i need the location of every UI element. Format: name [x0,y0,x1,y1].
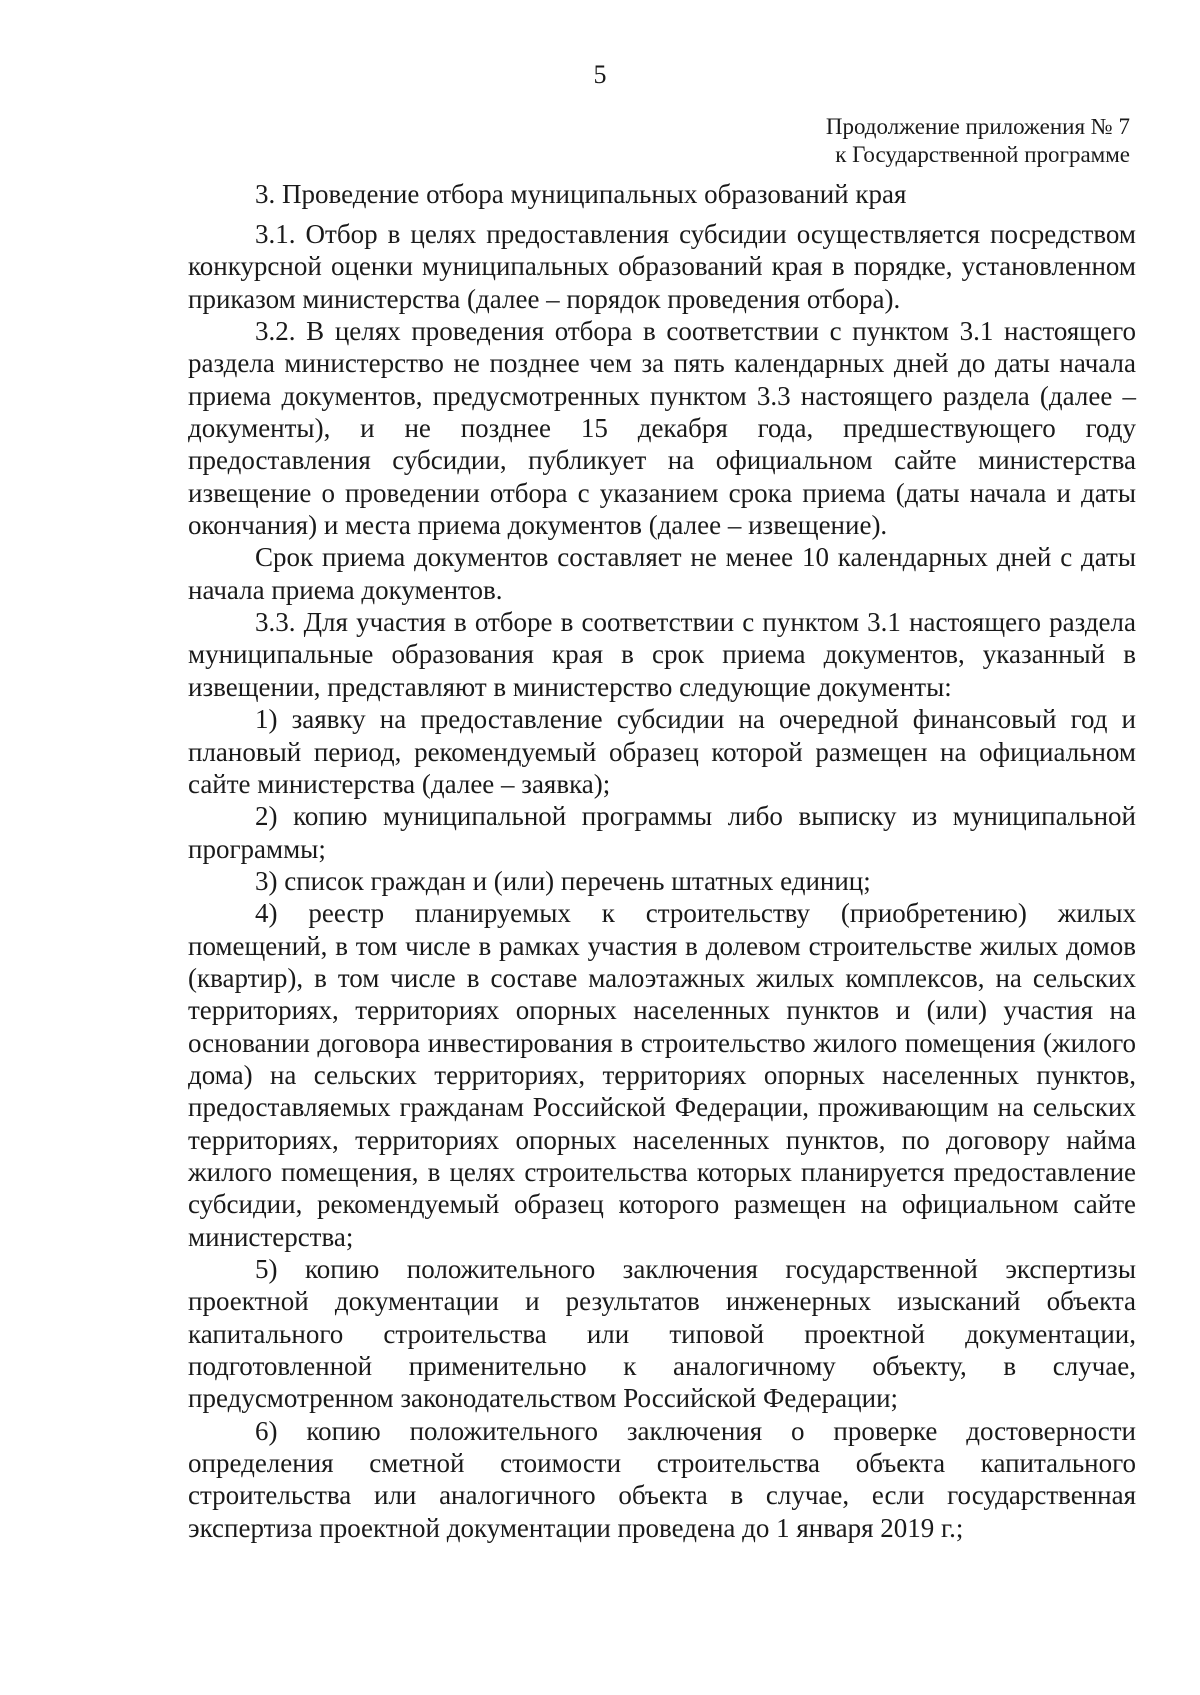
paragraph-3-2: 3.2. В целях проведения отбора в соответствии с пунктом 3.1 настоящего раздела министерство не позднее чем за пять календарных дней до даты начала приема документов, предусмотренных пунктом 3.3 настоящего раздела (далее – документы), и не позднее 15 декабря года, предшествующего году предоставления субсидии, публикует на официальном сайте министерства извещение о проведении отбора с указанием срока приема (даты начала и даты окончания) и места приема документов (далее – извещение). [188,316,1136,541]
paragraph-3-3: 3.3. Для участия в отборе в соответствии с пунктом 3.1 настоящего раздела муниципальные образования края в срок приема документов, указанный в извещении, представляют в министерство следующие документы: [188,607,1136,702]
list-item-5: 5) копию положительного заключения государственной экспертизы проектной документации и результатов инженерных изысканий объекта капитального строительства или типовой проектной документации, подготовленной применительно к аналогичному объекту, в случае, предусмотренном законодательством Российской Федерации; [188,1254,1136,1414]
list-item-2: 2) копию муниципальной программы либо выписку из муниципальной программы; [188,801,1136,864]
page-number: 5 [593,60,607,89]
list-item-3: 3) список граждан и (или) перечень штатных единиц; [255,865,871,896]
paragraph-deadline: Срок приема документов составляет не менее 10 календарных дней с даты начала приема документов. [188,542,1136,605]
appendix-line-1: Продолжение приложения № 7 [825,114,1130,139]
appendix-header [826,113,1130,169]
document-body [188,218,1136,1544]
list-item-1: 1) заявку на предоставление субсидии на очередной финансовый год и плановый период, рекомендуемый образец которой размещен на официальном сайте министерства (далее – заявка); [188,704,1136,799]
paragraph-3-1: 3.1. Отбор в целях предоставления субсидии осуществляется посредством конкурсной оценки муниципальных образований края в порядке, установленном приказом министерства (далее – порядок проведения отбора). [188,219,1136,314]
list-item-4: 4) реестр планируемых к строительству (приобретению) жилых помещений, в том числе в рамках участия в долевом строительстве жилых домов (квартир), в том числе в составе малоэтажных жилых комплексов, на сельских территориях, территориях опорных населенных пунктов и (или) участия на основании договора инвестирования в строительство жилого помещения (жилого дома) на сельских территориях, территориях опорных населенных пунктов, предоставляемых гражданам Российской Федерации, проживающим на сельских территориях, территориях опорных населенных пунктов, по договору найма жилого помещения, в целях строительства которых планируется предоставление субсидии, рекомендуемый образец которого размещен на официальном сайте министерства; [188,898,1136,1252]
list-item-6: 6) копию положительного заключения о проверке достоверности определения сметной стоимости строительства объекта капитального строительства или аналогичного объекта в случае, если государственная экспертиза проектной документации проведена до 1 января 2019 г.; [188,1415,1136,1543]
appendix-line-2: к Государственной программе [835,142,1130,167]
section-heading: 3. Проведение отбора муниципальных образований края [255,179,907,209]
